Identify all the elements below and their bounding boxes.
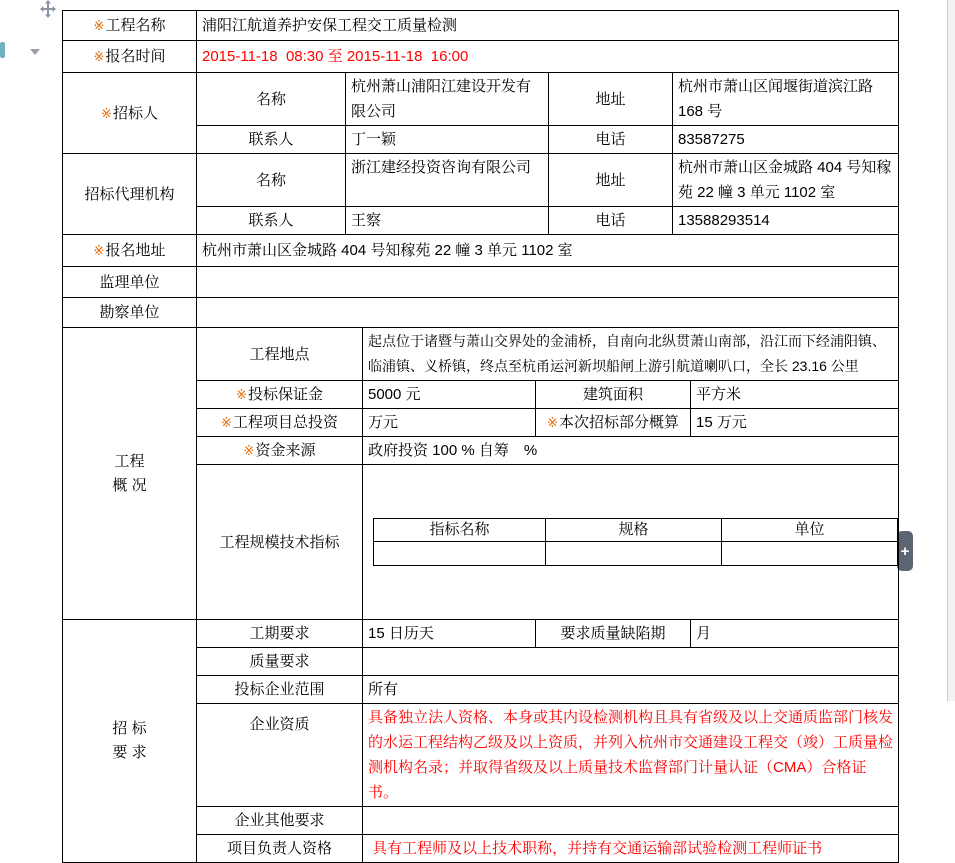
required-mark: ※ <box>547 415 558 430</box>
indicator-spec-value[interactable] <box>546 542 722 566</box>
qualification-value[interactable]: 具备独立法人资格、本身或其内设检测机构且具有省级及以上交通质监部门核发的水运工程结构乙级及以上资质，并列入杭州市交通建设工程交（竣）工质量检测机构名录；并取得省级及以上质量技术监督部门计量认证（CMA）合格证书。 <box>363 704 899 807</box>
project-name-label: ※工程名称 <box>63 11 197 41</box>
row-project-name <box>63 11 899 41</box>
area-label: 建筑面积 <box>536 381 691 409</box>
duration-label: 工期要求 <box>197 620 363 648</box>
tenderer-addr-value[interactable]: 杭州市萧山区闻堰街道滨江路 168 号 <box>673 73 899 126</box>
bond-value[interactable]: 5000 元 <box>363 381 536 409</box>
total-invest-label: ※工程项目总投资 <box>197 409 363 437</box>
supervisor-value[interactable] <box>197 267 899 298</box>
tender-budget-label: ※本次招标部分概算 <box>536 409 691 437</box>
leader-value[interactable]: 具有工程师及以上技术职称，并持有交通运输部试验检测工程师证书 <box>363 835 899 863</box>
bond-label: ※投标保证金 <box>197 381 363 409</box>
total-invest-value[interactable]: 万元 <box>363 409 536 437</box>
indicator-name-value[interactable] <box>374 542 546 566</box>
dropdown-triangle-icon[interactable] <box>30 49 40 55</box>
indicator-spec-header: 规格 <box>546 519 722 542</box>
indicators-empty-row <box>374 542 898 566</box>
tenderer-addr-label: 地址 <box>549 73 673 126</box>
funding-value[interactable]: 政府投资 100 % 自筹 % <box>363 437 899 465</box>
agency-phone-value[interactable]: 13588293514 <box>673 207 899 235</box>
tender-budget-value[interactable]: 15 万元 <box>691 409 899 437</box>
table-move-handle-icon[interactable] <box>38 0 58 18</box>
signup-addr-label: ※报名地址 <box>63 235 197 267</box>
required-mark: ※ <box>93 243 105 258</box>
location-label: 工程地点 <box>197 328 363 381</box>
agency-phone-label: 电话 <box>549 207 673 235</box>
row-agency-name <box>63 154 899 207</box>
indicators-table <box>373 518 898 566</box>
duration-value[interactable]: 15 日历天 <box>363 620 536 648</box>
agency-label: 招标代理机构 <box>63 154 197 235</box>
supervisor-label: 监理单位 <box>63 267 197 298</box>
other-req-label: 企业其他要求 <box>197 807 363 835</box>
quality-value[interactable] <box>363 648 899 676</box>
leader-label: 项目负责人资格 <box>197 835 363 863</box>
indicator-unit-header: 单位 <box>722 519 898 542</box>
agency-contact-value[interactable]: 王察 <box>346 207 549 235</box>
required-mark: ※ <box>236 387 247 402</box>
required-mark: ※ <box>243 443 255 458</box>
area-value[interactable]: 平方米 <box>691 381 899 409</box>
agency-addr-value[interactable]: 杭州市萧山区金城路 404 号知稼苑 22 幢 3 单元 1102 室 <box>673 154 899 207</box>
funding-label: ※资金来源 <box>197 437 363 465</box>
tenderer-phone-value[interactable]: 83587275 <box>673 126 899 154</box>
required-mark: ※ <box>93 18 105 33</box>
scope-label: 投标企业范围 <box>197 676 363 704</box>
row-signup-addr <box>63 235 899 267</box>
agency-name-label: 名称 <box>197 154 346 207</box>
tenderer-contact-label: 联系人 <box>197 126 346 154</box>
tenderer-contact-value[interactable]: 丁一颖 <box>346 126 549 154</box>
row-location <box>63 328 899 381</box>
add-section-button[interactable]: + <box>897 531 913 571</box>
row-survey <box>63 298 899 328</box>
defect-period-label: 要求质量缺陷期 <box>536 620 691 648</box>
scope-value[interactable]: 所有 <box>363 676 899 704</box>
signup-time-label: ※报名时间 <box>63 41 197 73</box>
required-mark: ※ <box>221 415 232 430</box>
tender-form-table <box>62 10 899 863</box>
required-mark: ※ <box>93 49 105 64</box>
signup-addr-value[interactable]: 杭州市萧山区金城路 404 号知稼苑 22 幢 3 单元 1102 室 <box>197 235 899 267</box>
quality-label: 质量要求 <box>197 648 363 676</box>
other-req-value[interactable] <box>363 807 899 835</box>
requirements-section-label: 招 标 要 求 <box>63 620 197 863</box>
tenderer-name-value[interactable]: 杭州萧山浦阳江建设开发有限公司 <box>346 73 549 126</box>
tenderer-label: ※招标人 <box>63 73 197 154</box>
indicator-unit-value[interactable] <box>722 542 898 566</box>
left-margin-marker <box>0 42 5 58</box>
indicators-label: 工程规模技术指标 <box>197 465 363 620</box>
tenderer-name-label: 名称 <box>197 73 346 126</box>
indicators-cell <box>363 465 899 620</box>
agency-contact-label: 联系人 <box>197 207 346 235</box>
defect-period-value[interactable]: 月 <box>691 620 899 648</box>
qualification-label: 企业资质 <box>197 704 363 807</box>
page-edge-strip <box>947 0 955 701</box>
indicators-header-row <box>374 519 898 542</box>
indicator-name-header: 指标名称 <box>374 519 546 542</box>
row-tenderer-name <box>63 73 899 126</box>
overview-section-label: 工程 概 况 <box>63 328 197 620</box>
location-value[interactable]: 起点位于诸暨与萧山交界处的金浦桥，自南向北纵贯萧山南部，沿江而下经浦阳镇、临浦镇、义桥镇，终点至杭甬运河新坝船闸上游引航道喇叭口，全长 23.16 公里 <box>363 328 899 381</box>
survey-value[interactable] <box>197 298 899 328</box>
tenderer-phone-label: 电话 <box>549 126 673 154</box>
agency-addr-label: 地址 <box>549 154 673 207</box>
project-name-value[interactable]: 浦阳江航道养护安保工程交工质量检测 <box>197 11 899 41</box>
required-mark: ※ <box>101 105 112 121</box>
row-duration <box>63 620 899 648</box>
signup-time-value[interactable]: 2015-11-18 08:30 至 2015-11-18 16:00 <box>197 41 899 73</box>
row-signup-time <box>63 41 899 73</box>
survey-label: 勘察单位 <box>63 298 197 328</box>
agency-name-value[interactable]: 浙江建经投资咨询有限公司 <box>346 154 549 207</box>
row-supervisor <box>63 267 899 298</box>
